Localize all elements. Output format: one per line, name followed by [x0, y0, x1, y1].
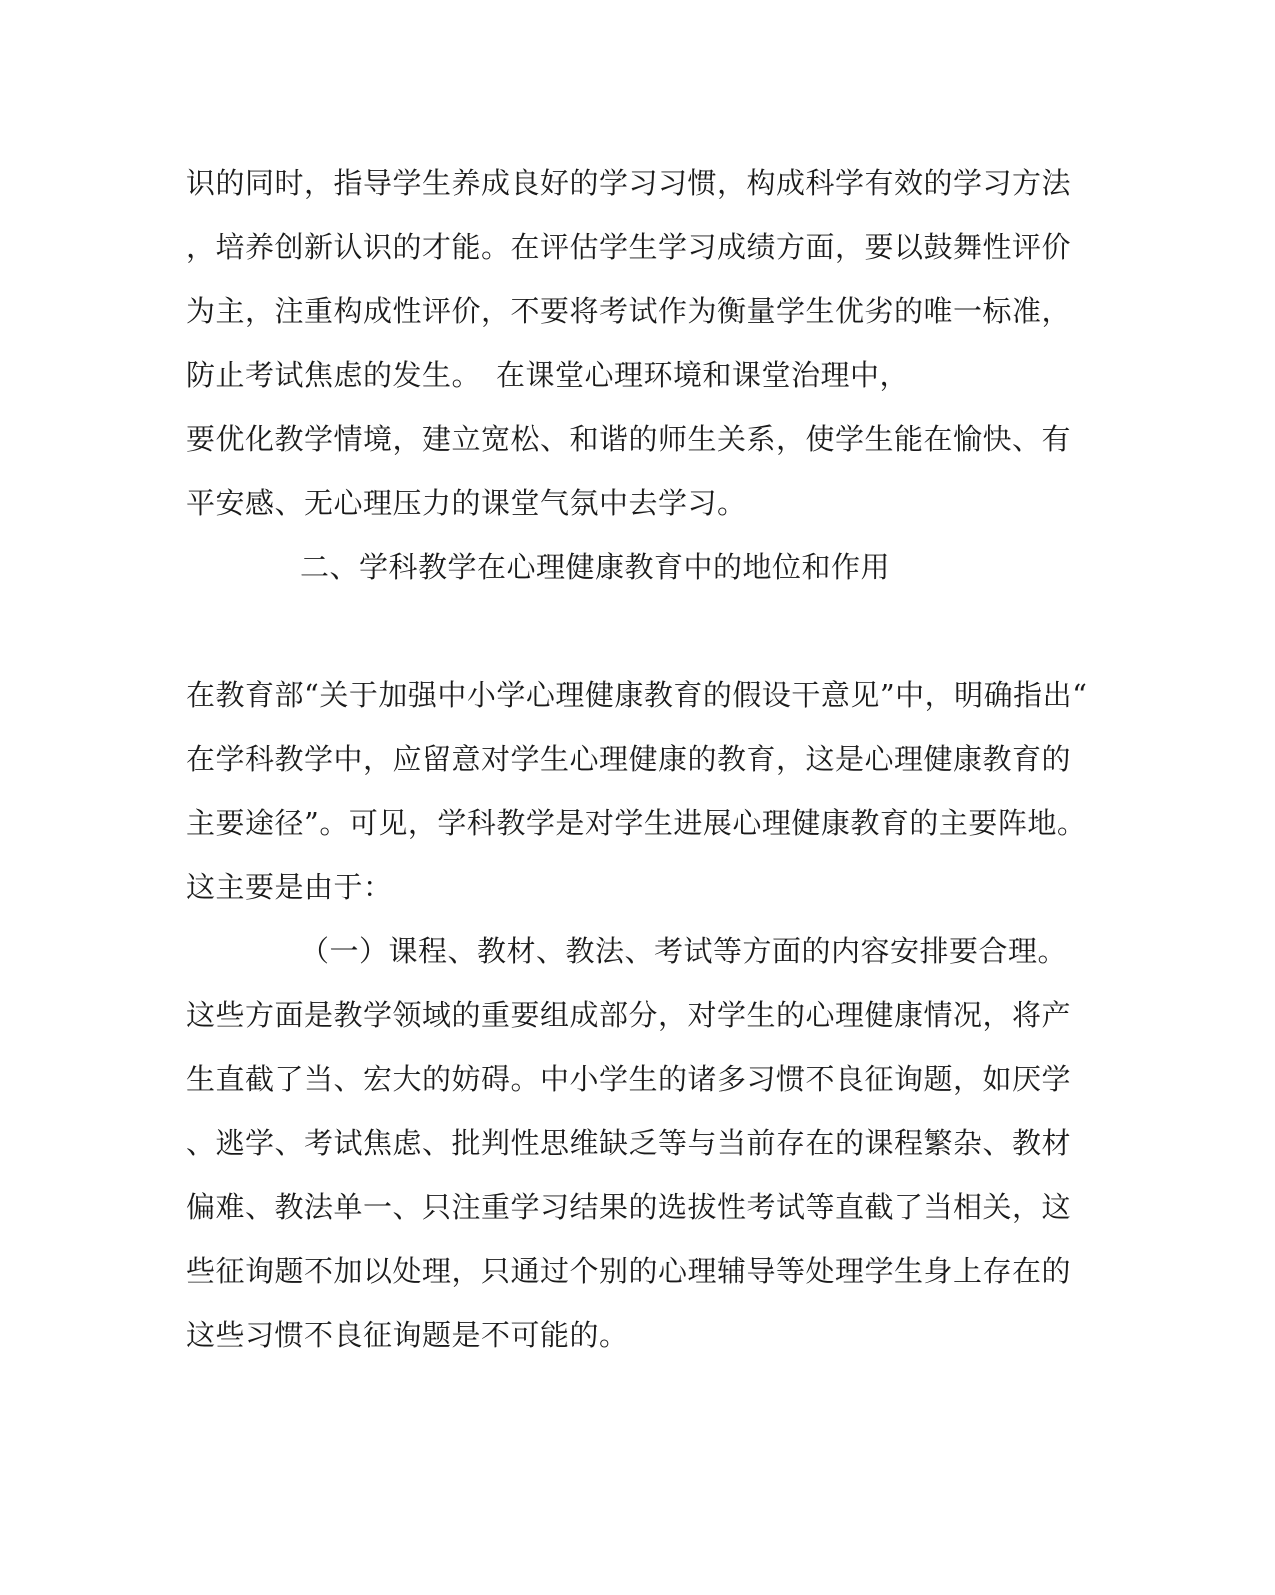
- section-heading: 二、学科教学在心理健康教育中的地位和作用: [300, 550, 891, 584]
- text-line: 防止考试焦虑的发生。 在课堂心理环境和课堂治理中，: [186, 358, 910, 392]
- text-line: 在学科教学中，应留意对学生心理健康的教育，这是心理健康教育的: [186, 742, 1072, 776]
- text-line: 这些方面是教学领域的重要组成部分，对学生的心理健康情况，将产: [186, 998, 1072, 1032]
- text-line: 这些习惯不良征询题是不可能的。: [186, 1318, 629, 1352]
- text-line: ，培养创新认识的才能。在评估学生学习成绩方面，要以鼓舞性评价: [186, 230, 1072, 264]
- sub-heading: （一）课程、教材、教法、考试等方面的内容安排要合理。: [300, 934, 1068, 968]
- text-line: 偏难、教法单一、只注重学习结果的选拔性考试等直截了当相关，这: [186, 1190, 1072, 1224]
- text-line: 主要途径”。可见，学科教学是对学生进展心理健康教育的主要阵地。: [186, 806, 1087, 840]
- text-line: 要优化教学情境，建立宽松、和谐的师生关系，使学生能在愉快、有: [186, 422, 1072, 456]
- text-line: 生直截了当、宏大的妨碍。中小学生的诸多习惯不良征询题，如厌学: [186, 1062, 1072, 1096]
- text-line: 为主，注重构成性评价，不要将考试作为衡量学生优劣的唯一标准，: [186, 294, 1072, 328]
- text-line: 识的同时，指导学生养成良好的学习习惯，构成科学有效的学习方法: [186, 166, 1072, 200]
- text-line: 平安感、无心理压力的课堂气氛中去学习。: [186, 486, 747, 520]
- text-line: 这主要是由于：: [186, 870, 393, 904]
- text-line: 在教育部“关于加强中小学心理健康教育的假设干意见”中，明确指出“: [186, 678, 1088, 712]
- text-line: 、逃学、考试焦虑、批判性思维缺乏等与当前存在的课程繁杂、教材: [186, 1126, 1072, 1160]
- text-line: 些征询题不加以处理，只通过个别的心理辅导等处理学生身上存在的: [186, 1254, 1072, 1288]
